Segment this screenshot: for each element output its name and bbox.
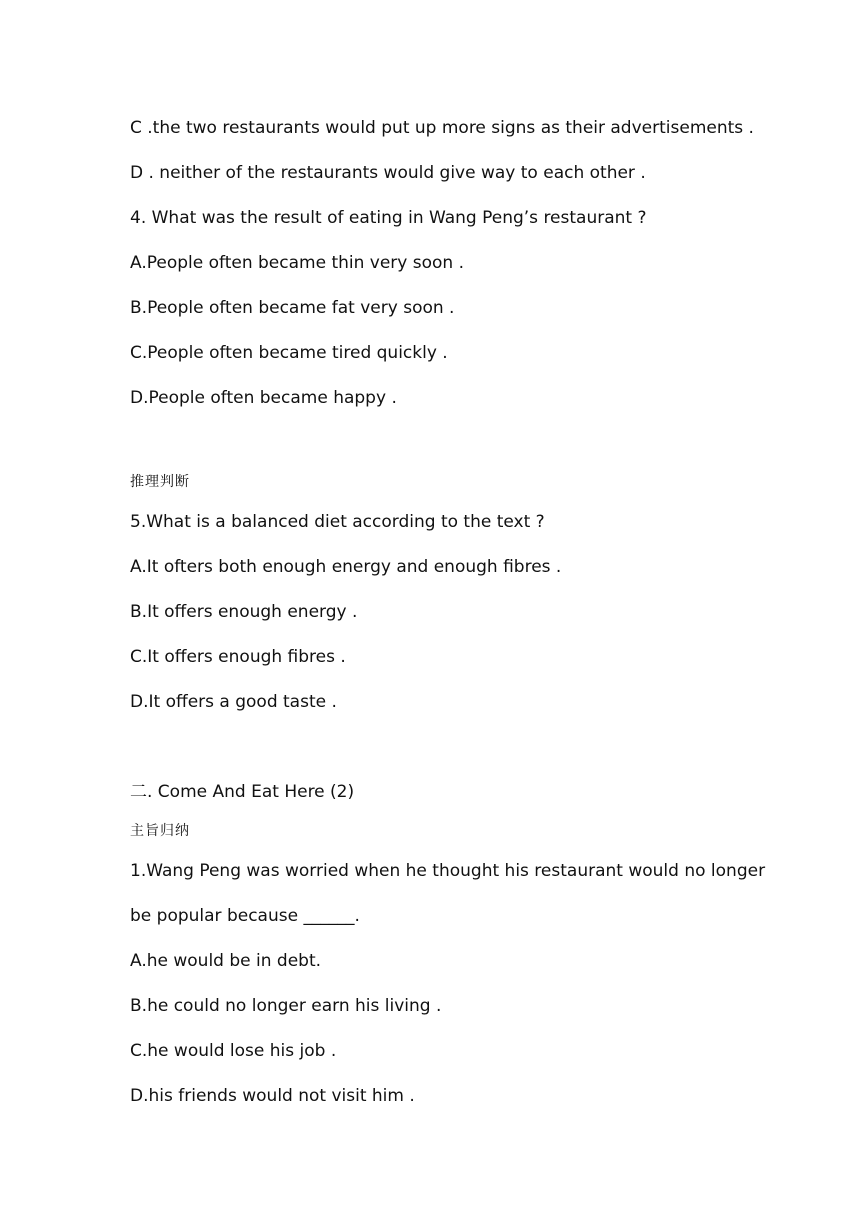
- q5-option-b: B.It offers enough energy .: [130, 602, 358, 622]
- q3-option-d: D . neither of the restaurants would give way to each other .: [130, 163, 646, 183]
- q1-option-a: A.he would be in debt.: [130, 951, 322, 971]
- question-1-line-2: be popular because ______.: [130, 906, 360, 926]
- q4-option-d: D.People often became happy .: [130, 388, 397, 408]
- q4-option-a: A.People often became thin very soon .: [130, 253, 464, 273]
- q4-option-c: C.People often became tired quickly .: [130, 343, 448, 363]
- section-label-main-idea: 主旨归纳: [130, 823, 190, 839]
- question-4: 4. What was the result of eating in Wang Peng’s restaurant ?: [130, 208, 647, 228]
- q1-option-c: C.he would lose his job .: [130, 1041, 337, 1061]
- q1-option-d: D.his friends would not visit him .: [130, 1086, 415, 1106]
- q4-option-b: B.People often became fat very soon .: [130, 298, 455, 318]
- question-1-line-1: 1.Wang Peng was worried when he thought his restaurant would no longer: [130, 861, 766, 881]
- section-label-inference: 推理判断: [130, 474, 190, 490]
- q3-option-c: C .the two restaurants would put up more signs as their advertisements .: [130, 118, 754, 138]
- question-5: 5.What is a balanced diet according to the text ?: [130, 512, 545, 532]
- q5-option-c: C.It offers enough fibres .: [130, 647, 346, 667]
- q5-option-a: A.It ofters both enough energy and enough fibres .: [130, 557, 562, 577]
- q5-option-d: D.It offers a good taste .: [130, 692, 337, 712]
- q1-option-b: B.he could no longer earn his living .: [130, 996, 442, 1016]
- section-heading: 二. Come And Eat Here (2): [130, 782, 355, 802]
